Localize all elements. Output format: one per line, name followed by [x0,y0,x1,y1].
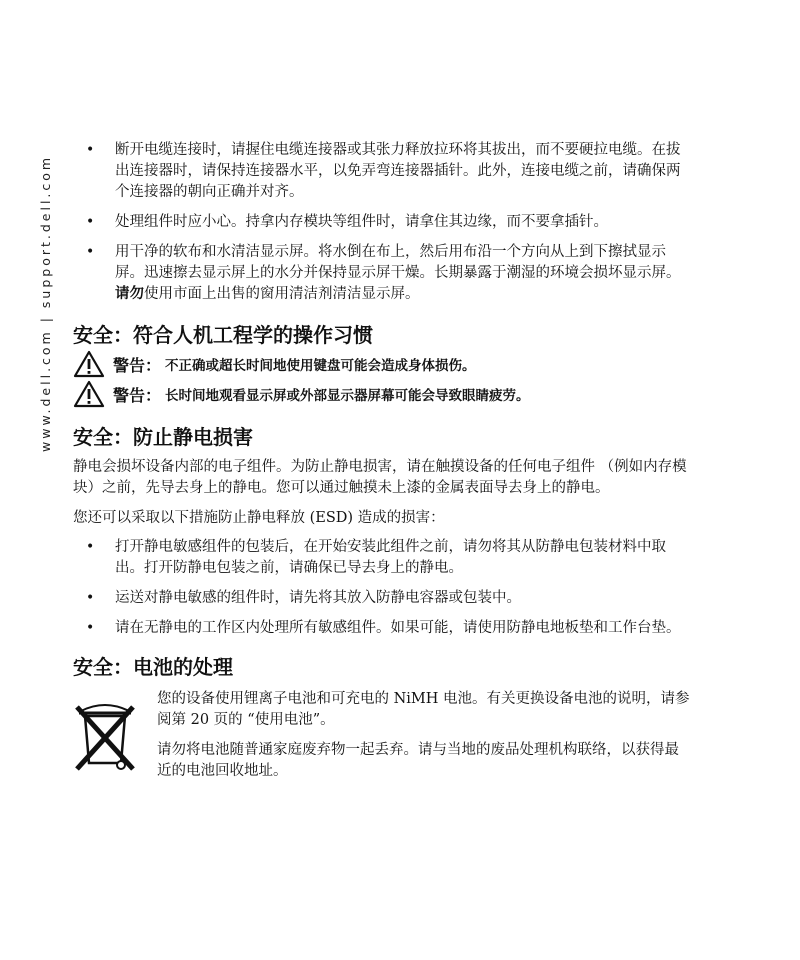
list-item-text: 请在无静电的工作区内处理所有敏感组件。如果可能，请使用防静电地板垫和工作台垫。 [115,620,681,636]
warning-label: 警告： [113,385,162,405]
handling-bullet-list [73,140,693,305]
list-item-text: 用干净的软布和水清洁显示屏。将水倒在布上，然后用布沿一个方向从上到下擦拭显示屏。迅速擦去显示屏上的水分并保持显示屏干燥。长期暴露于潮湿的环境会损坏显示屏。 [115,244,681,281]
bullet-dot: • [86,590,95,606]
bullet-dot: • [86,244,95,260]
list-item [73,537,693,579]
list-item-text: 打开静电敏感组件的包装后，在开始安装此组件之前，请勿将其从防静电包装材料中取出。打开防静电包装之前，请确保已导去身上的静电。 [115,539,666,576]
bullet-dot: • [86,214,95,230]
esd-paragraph: 静电会损坏设备内部的电子组件。为防止静电损害，请在触摸设备的任何电子组件 （例如内存模块）之前，先导去身上的静电。您可以通过触摸未上漆的金属表面导去身上的静电。 [73,459,687,496]
warning-keyboard [73,349,693,379]
bullet-dot: • [86,142,95,158]
battery-text [157,689,693,782]
esd-bullet-list [73,537,693,639]
crossed-out-bin-icon [73,701,137,771]
warning-text: 不正确或超长时间地使用键盘可能会造成身体损伤。 [165,358,476,374]
esd-paragraph-intro: 您还可以采取以下措施防止静电释放 (ESD) 造成的损害： [73,510,445,526]
list-item [73,212,693,233]
list-item [73,588,693,609]
heading-esd: 安全：防止静电损害 [73,425,253,449]
list-item-emphasis: 请勿 [115,286,144,302]
warning-display [73,379,693,409]
list-item-text: 运送对静电敏感的组件时，请先将其放入防静电容器或包装中。 [115,590,521,606]
list-item-text: 断开电缆连接时，请握住电缆连接器或其张力释放拉环将其拔出，而不要硬拉电缆。在拔出连接器时，请保持连接器水平，以免弄弯连接器插针。此外，连接电缆之前，请确保两个连接器的朝向正确并对齐。 [115,142,681,200]
list-item [73,242,693,305]
list-item-text: 处理组件时应小心。持拿内存模块等组件时，请拿住其边缘，而不要拿插针。 [115,214,608,230]
warning-triangle-icon [73,380,105,408]
battery-icon-wrap [73,689,157,782]
bullet-dot: • [86,620,95,636]
bullet-dot: • [86,539,95,555]
list-item-text: 使用市面上出售的窗用清洁剂清洁显示屏。 [144,286,420,302]
page-content [73,140,693,782]
battery-paragraph: 您的设备使用锂离子电池和可充电的 NiMH 电池。有关更换设备电池的说明，请参阅第 20 页的 “使用电池”。 [157,691,690,728]
list-item [73,618,693,639]
warning-triangle-icon [73,350,105,378]
heading-battery: 安全：电池的处理 [73,655,233,679]
list-item [73,140,693,203]
warning-label: 警告： [113,355,162,375]
battery-section [73,689,693,782]
heading-ergonomics: 安全：符合人机工程学的操作习惯 [73,323,373,347]
warning-text: 长时间地观看显示屏或外部显示器屏幕可能会导致眼睛疲劳。 [165,388,530,404]
battery-paragraph: 请勿将电池随普通家庭废弃物一起丢弃。请与当地的废品处理机构联络，以获得最近的电池回收地址。 [157,742,679,779]
side-url: www.dell.com | support.dell.com [38,154,53,452]
